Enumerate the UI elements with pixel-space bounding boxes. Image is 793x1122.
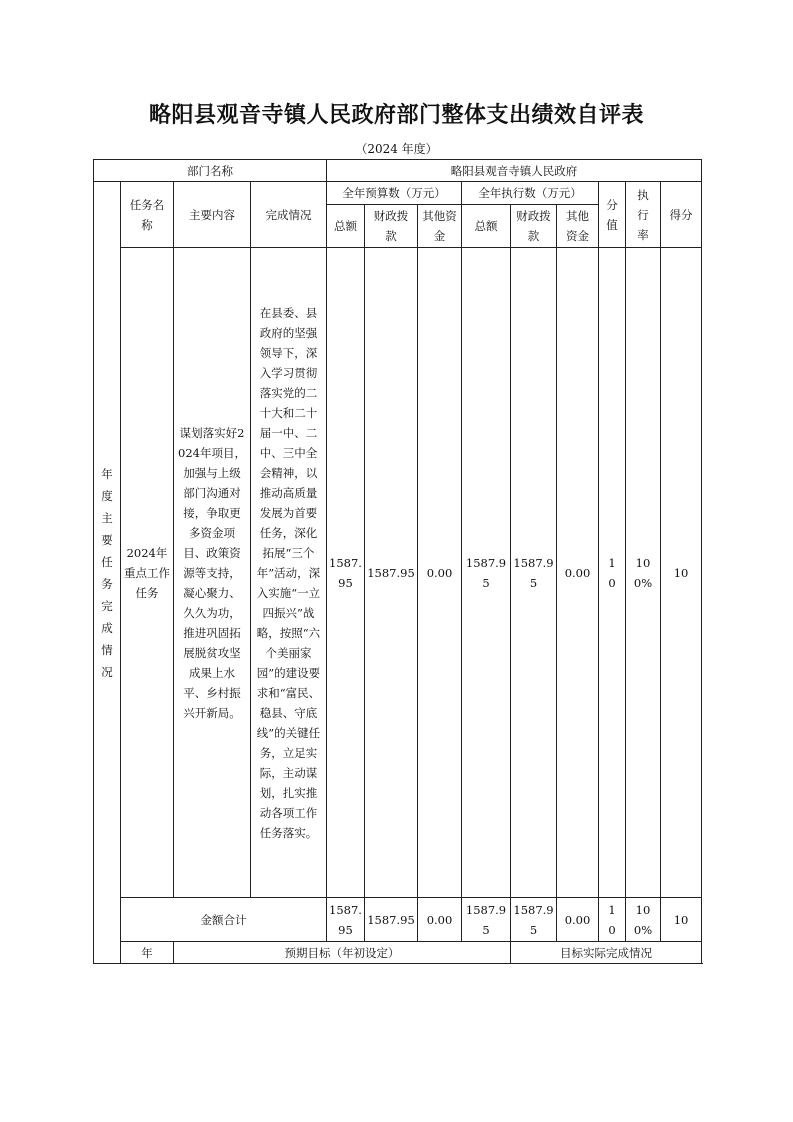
section-label-cell	[94, 182, 121, 964]
exec-total-header: 总额	[462, 205, 511, 248]
sum-budget-other-cell: 0.00	[418, 898, 462, 942]
exec-rate-cell: 100%	[626, 248, 661, 898]
budget-other-header: 其他资金	[418, 205, 462, 248]
sum-label-cell: 金额合计	[121, 898, 327, 942]
performance-table	[93, 159, 702, 964]
task-row	[94, 248, 702, 898]
sum-exec-other-cell: 0.00	[557, 898, 599, 942]
task-content-cell: 谋划落实好2024年项目，加强与上级部门沟通对接，争取更多资金项目、政策资源等支持，凝心聚力、久久为功，推进巩固拓展脱贫攻坚成果上水平、乡村振兴开新局。	[174, 248, 251, 898]
task-completion-cell: 在县委、县政府的坚强领导下，深入学习贯彻落实党的二十大和二十届一中、二中、三中全会精神，以推动高质量发展为首要任务，深化拓展“三个年”活动，深入实施“一立四振兴”战略，按照“六个美丽家园”的建设要求和“富民、稳县、守底线”的关键任务，立足实际，主动谋划，扎实推动各项工作任务落实。	[251, 248, 327, 898]
sum-budget-total-cell: 1587.95	[327, 898, 365, 942]
exec-fiscal-header: 财政拨款	[511, 205, 557, 248]
section-label: 年度主要任务完成情况	[101, 466, 113, 679]
exec-other-header: 其他资金	[557, 205, 599, 248]
sum-exec-total-cell: 1587.95	[462, 898, 511, 942]
document-title: 略阳县观音寺镇人民政府部门整体支出绩效自评表	[148, 103, 644, 128]
sum-exec-fiscal-cell: 1587.95	[511, 898, 557, 942]
budget-fiscal-cell: 1587.95	[365, 248, 418, 898]
sum-score-value-cell: 10	[599, 898, 626, 942]
main-content-header: 主要内容	[174, 182, 251, 248]
budget-total-header: 总额	[327, 205, 365, 248]
header-row-1	[94, 182, 702, 205]
sum-exec-rate-cell: 100%	[626, 898, 661, 942]
sum-score-cell: 10	[661, 898, 702, 942]
sum-row	[94, 898, 702, 942]
completion-header: 完成情况	[251, 182, 327, 248]
dept-row	[94, 160, 702, 182]
task-name-header: 任务名称	[121, 182, 174, 248]
budget-group-header: 全年预算数（万元）	[327, 182, 462, 205]
dept-value-cell	[327, 160, 702, 182]
goal-side-cell: 年	[121, 942, 174, 964]
budget-total-cell: 1587.95	[327, 248, 365, 898]
actual-goal-cell: 目标实际完成情况	[511, 942, 702, 964]
dept-label: 部门名称	[187, 163, 233, 178]
exec-fiscal-cell: 1587.95	[511, 248, 557, 898]
exec-group-header: 全年执行数（万元）	[462, 182, 599, 205]
dept-label-cell	[94, 160, 327, 182]
score-value-cell: 10	[599, 248, 626, 898]
exec-rate-header: 执行率	[626, 182, 661, 248]
dept-value: 略阳县观音寺镇人民政府	[450, 163, 578, 178]
budget-other-cell: 0.00	[418, 248, 462, 898]
exec-total-cell: 1587.95	[462, 248, 511, 898]
score-header: 得分	[661, 182, 702, 248]
sum-budget-fiscal-cell: 1587.95	[365, 898, 418, 942]
score-cell: 10	[661, 248, 702, 898]
goal-row	[94, 942, 702, 964]
expected-goal-cell: 预期目标（年初设定）	[174, 942, 511, 964]
budget-fiscal-header: 财政拨款	[365, 205, 418, 248]
exec-other-cell: 0.00	[557, 248, 599, 898]
task-name-cell: 2024年重点工作任务	[121, 248, 174, 898]
year-note: （2024 年度）	[355, 142, 438, 156]
score-value-header: 分值	[599, 182, 626, 248]
